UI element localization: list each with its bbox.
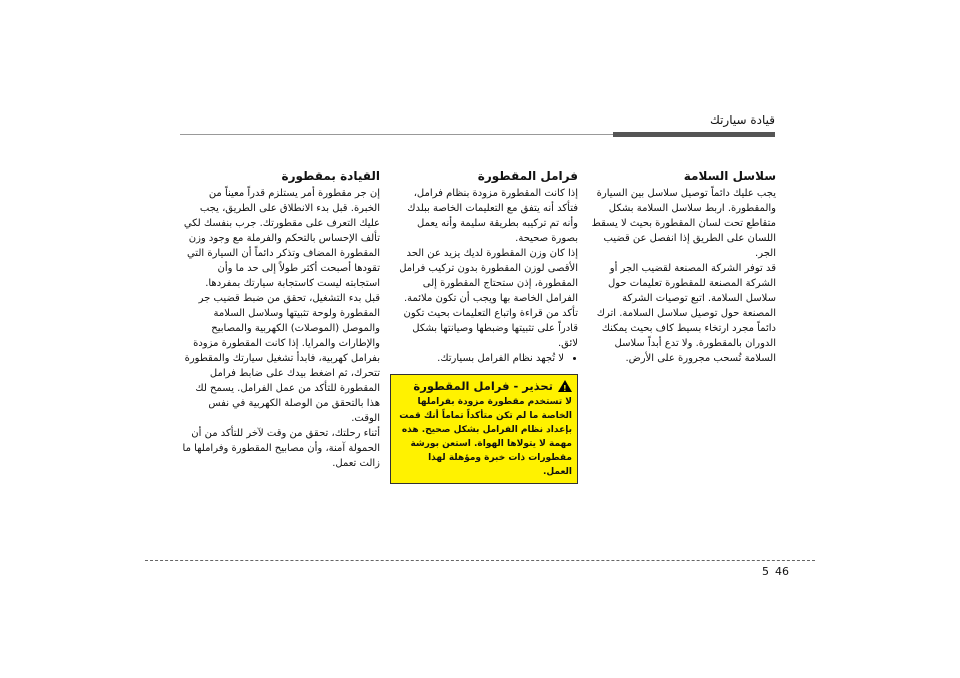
- section-title: قيادة سيارتك: [709, 113, 775, 127]
- column-driving-with-trailer: [180, 168, 380, 471]
- paragraph: إن جر مقطورة أمر يستلزم قدراً معيناً من الخبرة. قبل بدء الانطلاق على الطريق، يجب عليك التعرف على مقطورتك. جرب بنفسك لكي تألف الإحساس بالتحكم والفرملة مع وجود وزن المقطورة المضاف وتذكر دائماً أن السيارة التي تقودها أصبحت أكثر طولاً إلى حد ما وأن استجابته ليست كاستجابة سيارتك بمفردها.: [183, 188, 380, 289]
- paragraph: يجب عليك دائماً توصيل سلاسل بين السيارة والمقطورة. اربط سلاسل السلامة بشكل متقاطع تحت لسان المقطورة بحيث لا يسقط اللسان على الطريق إذا انفصل عن قضيب الجر.: [591, 188, 776, 259]
- warning-text: لا تستخدم مقطورة مزودة بفراملها الخاصة ما لم تكن متأكداً تماماً أنك قمت بإعداد نظام الفرامل بشكل صحيح. هذه مهمة لا يتولاها الهواة. استعن بورشة مقطورات ذات خبرة ومؤهلة لهذا العمل.: [399, 397, 572, 477]
- paragraph: قد توفر الشركة المصنعة لقضيب الجر أو الشركة المصنعة للمقطورة تعليمات حول سلاسل السلامة. اتبع توصيات الشركة المصنعة حول توصيل سلاسل السلامة. اترك دائماً مجرد ارتخاء بسيط كاف بحيث يمكنك الدوران بالمقطورة. ولا تدع أبداً سلاسل السلامة تُسحب مجرورة على الأرض.: [596, 263, 776, 364]
- heading-safety-chains: سلاسل السلامة: [683, 169, 776, 183]
- column-safety-chains: [590, 168, 776, 366]
- paragraph: قبل بدء التشغيل، تحقق من ضبط قضيب جر المقطورة ولوحة تثبيتها وسلاسل السلامة والموصل (الموصلات) الكهربية والمصابيح والإطارات والمرايا. إذا كانت المقطورة مزودة بفرامل كهربية، فابدأ تشغيل سيارتك والمقطورة تتحرك، ثم اضغط بيدك على ضابط فرامل المقطورة للتأكد من عمل الفرامل. يسمح لك هذا بالتحقق من الوصلة الكهربية في نفس الوقت.: [184, 293, 380, 424]
- header-rule: [180, 134, 613, 135]
- heading-driving-with-trailer: القيادة بمقطورة: [281, 169, 380, 183]
- page-number-value: 46: [775, 565, 789, 578]
- chapter-number: 5: [762, 565, 769, 578]
- column-trailer-brakes: [390, 168, 578, 484]
- paragraph: إذا كان وزن المقطورة لديك يزيد عن الحد الأقصى لوزن المقطورة بدون تركيب فرامل المقطورة، إذن ستحتاج المقطورة إلى الفرامل الخاصة بها ويجب أن تكون ملائمة. تأكد من قراءة واتباع التعليمات بحيث تكون قادراً على تثبيتها وضبطها وصيانتها بشكل لائق.: [399, 248, 578, 349]
- paragraph: أثناء رحلتك، تحقق من وقت لآخر للتأكد من أن الحمولة آمنة، وأن مصابيح المقطورة وفراملها ما زالت تعمل.: [182, 428, 380, 469]
- warning-icon: [558, 380, 572, 392]
- footer-rule: [145, 560, 815, 561]
- header-bar: [613, 132, 775, 137]
- warning-title: تحذير - فرامل المقطورة: [413, 379, 553, 393]
- paragraph: إذا كانت المقطورة مزودة بنظام فرامل، فتأكد أنه يتفق مع التعليمات الخاصة ببلدك وأنه تم تركيبه بطريقة سليمة وأنه يعمل بصورة صحيحة.: [407, 188, 578, 244]
- bullet-item: • لا تُجهد نظام الفرامل بسيارتك.: [390, 351, 564, 366]
- bullet-list: [390, 351, 578, 366]
- page-number: [762, 565, 795, 578]
- warning-box: [390, 374, 578, 484]
- heading-trailer-brakes: فرامل المقطورة: [477, 169, 578, 183]
